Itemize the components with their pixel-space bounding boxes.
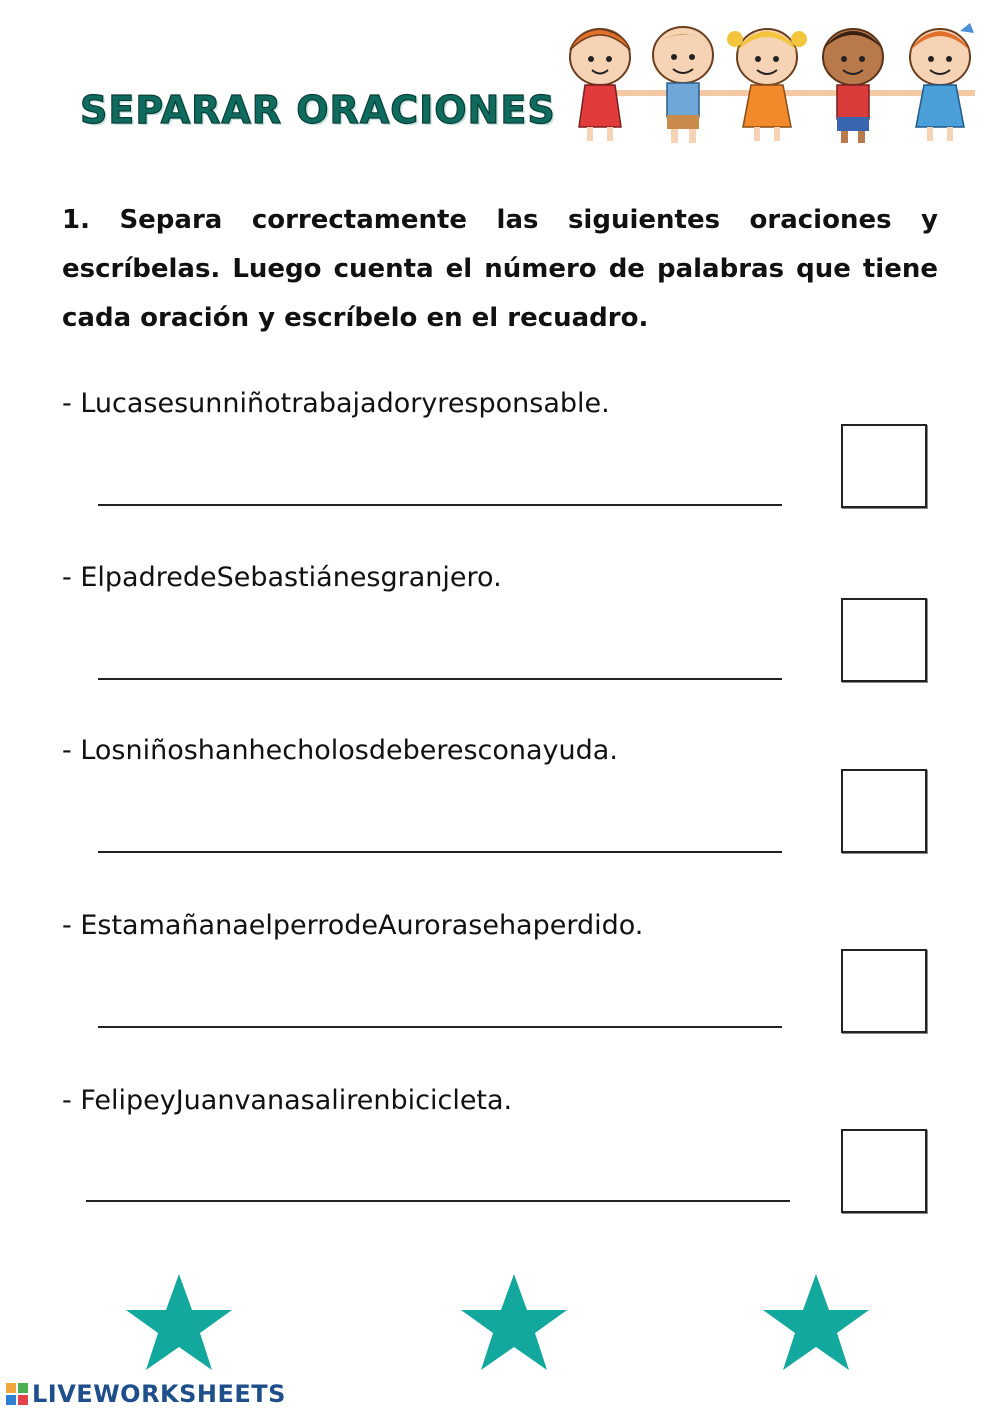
child-figure [823,29,883,143]
scrambled-sentence: - ElpadredeSebastiánesgranjero. [62,562,502,593]
answer-line[interactable] [86,1200,790,1202]
answer-line[interactable] [98,851,782,853]
child-figure [653,27,713,143]
word-count-box[interactable] [841,424,927,508]
decorative-stars [0,1270,1000,1370]
word-count-box[interactable] [841,1129,927,1213]
star-icon [126,1274,232,1370]
scrambled-sentence: - FelipeyJuanvanasalirenbicicleta. [62,1085,513,1116]
word-count-box[interactable] [841,949,927,1033]
logo-text: LIVEWORKSHEETS [32,1380,286,1408]
child-figure [910,23,974,141]
scrambled-sentence: - Lucasesunniñotrabajadoryresponsable. [62,388,610,419]
word-count-box[interactable] [841,769,927,853]
answer-line[interactable] [98,504,782,506]
answer-line[interactable] [98,678,782,680]
worksheet-title: SEPARAR ORACIONES [80,88,556,132]
scrambled-sentence: - Losniñoshanhecholosdeberesconayuda. [62,735,618,766]
scrambled-sentence: - EstamañanaelperrodeAurorasehaperdido. [62,910,644,941]
star-icon [461,1274,567,1370]
child-figure [727,29,807,141]
children-holding-hands-illustration [555,15,985,150]
answer-line[interactable] [98,1026,782,1028]
star-icon [763,1274,869,1370]
logo-icon [6,1383,28,1405]
liveworksheets-logo [6,1378,286,1410]
child-figure [570,29,630,141]
word-count-box[interactable] [841,598,927,682]
instructions-text: 1. Separa correctamente las siguientes oraciones y escríbelas. Luego cuenta el número de palabras que tiene cada oración y escríbelo en el recuadro. [62,205,938,333]
